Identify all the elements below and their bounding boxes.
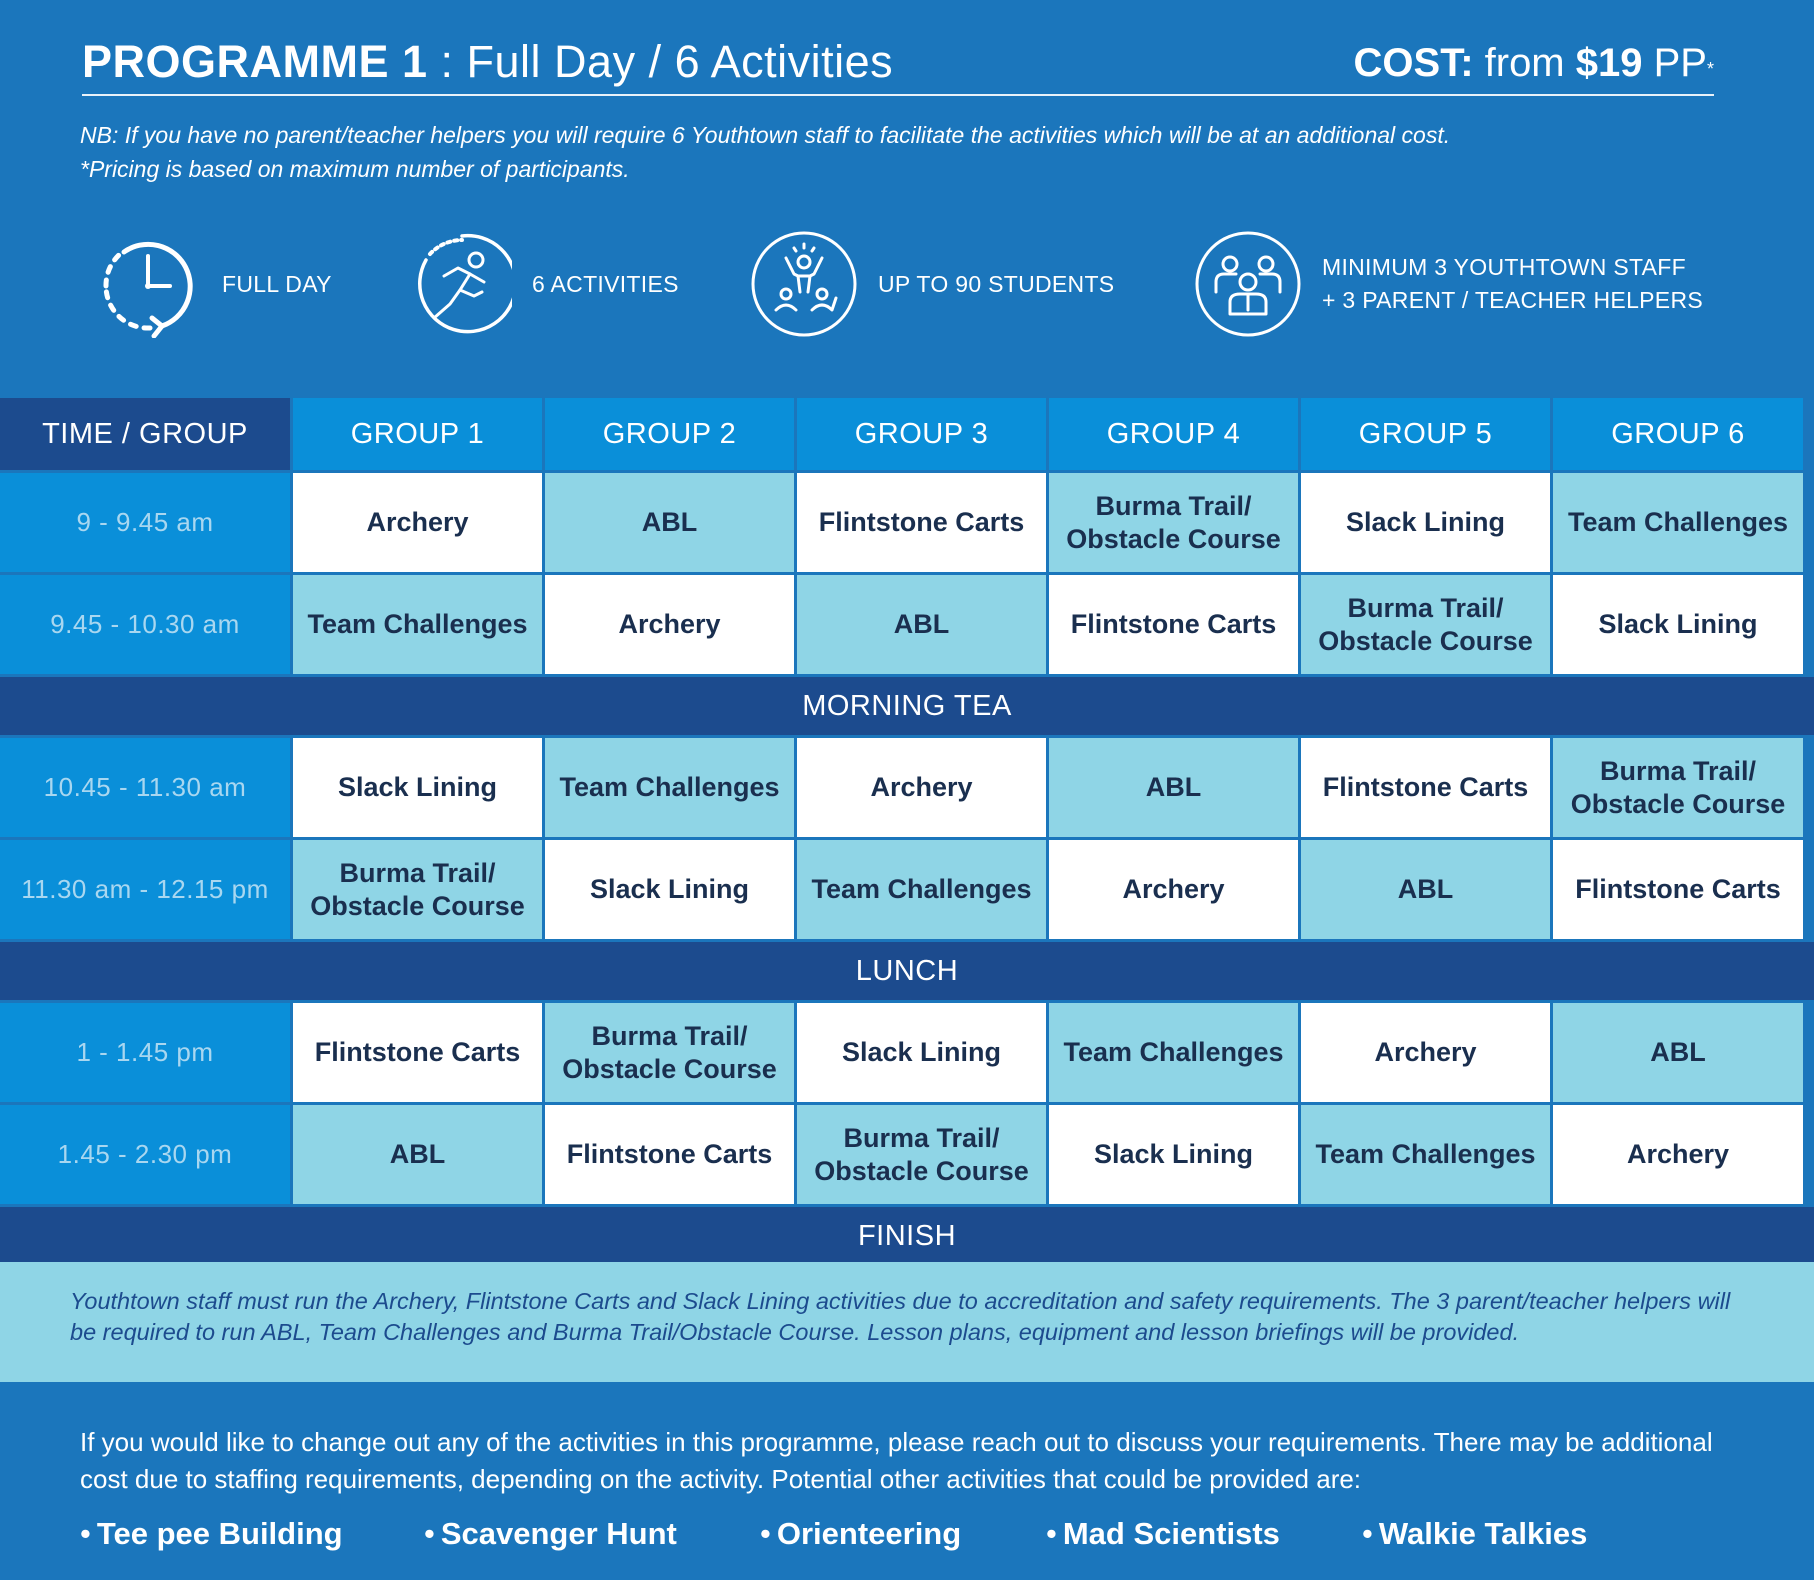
students-icon xyxy=(750,230,858,338)
bullet: • xyxy=(80,1516,91,1551)
activity-cell: Slack Lining xyxy=(797,1003,1049,1102)
bullet: • xyxy=(1362,1516,1373,1551)
staff-note-band xyxy=(0,1262,1814,1382)
cost-amount: $19 xyxy=(1575,41,1643,85)
extra-activity xyxy=(1046,1516,1280,1552)
runner-icon xyxy=(404,230,512,338)
activity-cell: Burma Trail/ Obstacle Course xyxy=(1553,738,1803,837)
header-group-2: GROUP 2 xyxy=(545,398,797,470)
staff-note: Youthtown staff must run the Archery, Flintstone Carts and Slack Lining activities due to accreditation and safety requirements. The 3 parent/teacher helpers will be required to run ABL, Team Challenges and Burma Trail/Obstacle Course. Lesson plans, equipment and lesson briefings will be provided. xyxy=(70,1288,1731,1345)
header-group-1: GROUP 1 xyxy=(293,398,545,470)
feature-full-day xyxy=(94,228,332,340)
activity-cell: Team Challenges xyxy=(1553,473,1803,572)
activity-cell: ABL xyxy=(797,575,1049,674)
activity-cell: Flintstone Carts xyxy=(545,1105,797,1204)
table-row xyxy=(0,1003,1814,1105)
cost-unit: PP xyxy=(1642,41,1707,85)
extra-activity xyxy=(760,1516,961,1552)
activity-cell: Slack Lining xyxy=(1553,575,1803,674)
feature-activities xyxy=(404,228,679,340)
activity-cell: Flintstone Carts xyxy=(1049,575,1301,674)
activity-cell: Archery xyxy=(1553,1105,1803,1204)
table-row xyxy=(0,738,1814,840)
feature-label: UP TO 90 STUDENTS xyxy=(878,270,1115,297)
extra-activities xyxy=(0,1516,1814,1556)
activity-cell: ABL xyxy=(1553,1003,1803,1102)
cost-asterisk: * xyxy=(1706,59,1714,79)
time-cell: 11.30 am - 12.15 pm xyxy=(0,840,293,939)
activity-cell: Flintstone Carts xyxy=(1301,738,1553,837)
activity-cell: ABL xyxy=(1301,840,1553,939)
header-time-group: TIME / GROUP xyxy=(0,398,293,470)
activity-cell: Flintstone Carts xyxy=(797,473,1049,572)
activity-cell: Burma Trail/ Obstacle Course xyxy=(545,1003,797,1102)
activity-cell: ABL xyxy=(293,1105,545,1204)
header-group-3: GROUP 3 xyxy=(797,398,1049,470)
extra-activity-label: Orienteering xyxy=(776,1516,962,1551)
activity-cell: Slack Lining xyxy=(1301,473,1553,572)
activity-cell: Flintstone Carts xyxy=(1553,840,1803,939)
table-row xyxy=(0,473,1814,575)
activity-cell: Archery xyxy=(545,575,797,674)
header-group-5: GROUP 5 xyxy=(1301,398,1553,470)
extra-activity xyxy=(80,1516,343,1552)
feature-label: FULL DAY xyxy=(222,270,332,297)
extra-activity xyxy=(1362,1516,1587,1552)
activity-cell: Burma Trail/ Obstacle Course xyxy=(1049,473,1301,572)
activity-cell: Archery xyxy=(1301,1003,1553,1102)
note-line-1: NB: If you have no parent/teacher helpers you will require 6 Youthtown staff to facilitate the activities which will be at an additional cost. xyxy=(80,122,1451,148)
feature-students xyxy=(750,228,1114,340)
page-title xyxy=(82,34,893,90)
schedule-table xyxy=(0,398,1814,1268)
activity-cell: Archery xyxy=(797,738,1049,837)
bullet: • xyxy=(760,1516,771,1551)
header-group-6: GROUP 6 xyxy=(1553,398,1803,470)
activity-cell: Team Challenges xyxy=(545,738,797,837)
feature-staff xyxy=(1194,228,1703,340)
bullet: • xyxy=(1046,1516,1057,1551)
extra-activity-label: Scavenger Hunt xyxy=(440,1516,677,1551)
activity-cell: Team Challenges xyxy=(293,575,545,674)
time-cell: 9.45 - 10.30 am xyxy=(0,575,293,674)
bullet: • xyxy=(424,1516,435,1551)
activity-cell: Team Challenges xyxy=(797,840,1049,939)
activity-cell: Burma Trail/ Obstacle Course xyxy=(293,840,545,939)
programme-label: PROGRAMME 1 xyxy=(82,36,428,87)
feature-label-line-1: MINIMUM 3 YOUTHTOWN STAFF xyxy=(1322,254,1686,280)
activity-cell: Team Challenges xyxy=(1049,1003,1301,1102)
table-row xyxy=(0,840,1814,942)
extra-activity xyxy=(424,1516,677,1552)
time-cell: 10.45 - 11.30 am xyxy=(0,738,293,837)
activity-cell: Team Challenges xyxy=(1301,1105,1553,1204)
header xyxy=(82,28,1714,96)
extra-activity-label: Mad Scientists xyxy=(1062,1516,1280,1551)
activity-cell: ABL xyxy=(545,473,797,572)
notes xyxy=(80,118,1740,186)
clock-icon xyxy=(94,230,202,338)
activity-cell: Slack Lining xyxy=(1049,1105,1301,1204)
activity-cell: Archery xyxy=(1049,840,1301,939)
time-cell: 9 - 9.45 am xyxy=(0,473,293,572)
break-morning-tea: MORNING TEA xyxy=(0,677,1814,738)
programme-subtitle: : Full Day / 6 Activities xyxy=(427,36,894,87)
activity-cell: Flintstone Carts xyxy=(293,1003,545,1102)
extra-activity-label: Tee pee Building xyxy=(96,1516,343,1551)
cost-from: from xyxy=(1473,41,1576,85)
feature-label: 6 ACTIVITIES xyxy=(532,270,679,297)
feature-label-line-2: + 3 PARENT / TEACHER HELPERS xyxy=(1322,287,1703,313)
activity-cell: Archery xyxy=(293,473,545,572)
staff-group-icon xyxy=(1194,230,1302,338)
time-cell: 1.45 - 2.30 pm xyxy=(0,1105,293,1204)
activity-cell: Slack Lining xyxy=(545,840,797,939)
table-row xyxy=(0,575,1814,677)
activity-cell: Burma Trail/ Obstacle Course xyxy=(797,1105,1049,1204)
cost xyxy=(1354,38,1714,88)
table-header-row xyxy=(0,398,1814,473)
activity-cell: Burma Trail/ Obstacle Course xyxy=(1301,575,1553,674)
footer-text: If you would like to change out any of the activities in this programme, please reach out to discuss your requirements. There may be additional cost due to staffing requirements, depending on the activity. Potential other activities that could be provided are: xyxy=(80,1427,1713,1494)
cost-label: COST: xyxy=(1353,41,1474,85)
table-row xyxy=(0,1105,1814,1207)
header-group-4: GROUP 4 xyxy=(1049,398,1301,470)
activity-cell: ABL xyxy=(1049,738,1301,837)
note-line-2: *Pricing is based on maximum number of participants. xyxy=(80,156,630,182)
feature-label xyxy=(1322,251,1703,317)
break-lunch: LUNCH xyxy=(0,942,1814,1003)
activity-cell: Slack Lining xyxy=(293,738,545,837)
time-cell: 1 - 1.45 pm xyxy=(0,1003,293,1102)
extra-activity-label: Walkie Talkies xyxy=(1378,1516,1588,1551)
break-finish: FINISH xyxy=(0,1207,1814,1268)
